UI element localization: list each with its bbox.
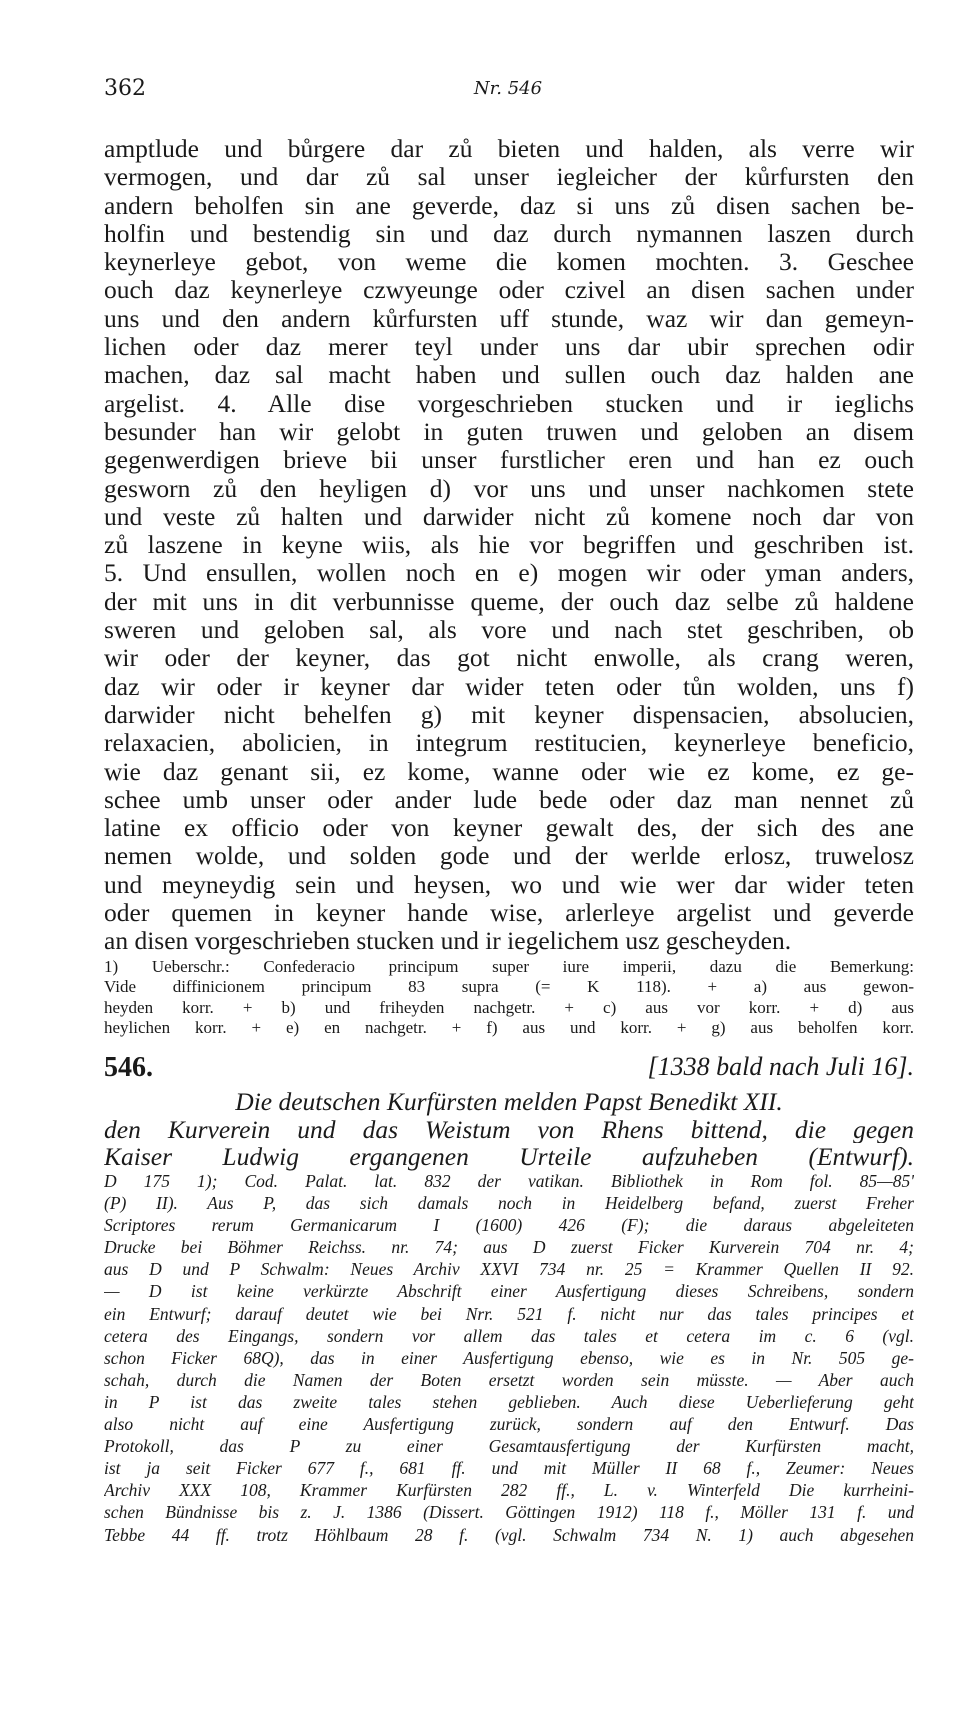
text-line: daz wir oder ir keyner dar wider teten oder tůn wolden, uns f) [104,672,914,701]
text-line: und meyneydig sein und heysen, wo und wie wer dar wider teten [104,870,914,899]
regest-line: Kaiser Ludwig ergangenen Urteile aufzuheben (Entwurf). [104,1143,914,1171]
text-line: amptlude und bůrgere dar zů bieten und halden, als verre wir [104,135,914,163]
apparatus-line: ein Entwurf; darauf deutet wie bei Nrr. 521 f. nicht nur das tales principes et [104,1303,914,1324]
footnotes-block [104,957,914,1039]
text-line: keynerleye gebot, von weme die komen mochten. 3. Geschee [104,248,914,277]
apparatus-line: schon Ficker 68Q), das in einer Ausfertigung ebenso, wie es in Nr. 505 ge- [104,1347,914,1368]
text-line: zů laszene in keyne wiis, als hie vor begriffen und geschriben ist. [104,531,914,560]
apparatus-line: schen Bündnisse bis z. J. 1386 (Dissert. Göttingen 1912) 118 f., Möller 131 f. und [104,1502,914,1523]
text-line: oder quemen in keyner hande wise, arlerleye argelist und geverde [104,899,914,928]
apparatus-line: Archiv XXX 108, Krammer Kurfürsten 282 ff., L. v. Winterfeld Die kurrheini- [104,1480,914,1501]
text-line: ouch daz keynerleye czwyeunge oder czivel an disen sachen under [104,276,914,305]
footnote-line: heylichen korr. + e) en nachgetr. + f) aus und korr. + g) aus beholfen korr. [104,1018,914,1038]
apparatus-line: Protokoll, das P zu einer Gesamtausfertigung der Kurfürsten macht, [104,1436,914,1457]
text-line: gegenwerdigen brieve bii unser furstlicher eren und han ez ouch [104,446,914,475]
text-line: argelist. 4. Alle dise vorgeschrieben stucken und ir ieglichs [104,389,914,418]
apparatus-line: Drucke bei Böhmer Reichss. nr. 74; aus D zuerst Ficker Kurverein 704 nr. 4; [104,1237,914,1258]
footnote-line: heyden korr. + b) und friheyden nachgetr. + c) aus vor korr. + d) aus [104,997,914,1017]
text-line: latine ex officio oder von keyner gewalt des, der sich des ane [104,814,914,843]
document-heading [104,1052,914,1086]
text-line: uns und den andern kůrfursten uff stunde, waz wir dan gemeyn- [104,304,914,333]
text-line: gesworn zů den heyligen d) vor uns und unser nachkomen stete [104,474,914,503]
text-line: lichen oder daz merer teyl under uns dar ubir sprechen odir [104,333,914,362]
regest-line: den Kurverein und das Weistum von Rhens bittend, die gegen [104,1115,914,1143]
text-line: machen, daz sal macht haben und sullen ouch daz halden ane [104,361,914,390]
page-header [104,76,912,108]
page-number: 362 [104,76,146,101]
text-line: besunder han wir gelobt in guten truwen und geloben an disem [104,417,914,446]
apparatus-line: cetera des Eingangs, sondern vor allem das tales et cetera im c. 6 (vgl. [104,1325,914,1346]
apparatus-line: also nicht auf eine Ausfertigung zurück, sondern auf den Entwurf. Das [104,1414,914,1435]
text-line: sweren und geloben sal, als vore und nach stet geschriben, ob [104,616,914,645]
apparatus-line: Scriptores rerum Germanicarum I (1600) 426 (F); die daraus abgeleiteten [104,1215,914,1236]
text-line: schee umb unser oder ander lude bede oder daz man nennet zů [104,785,914,814]
footnote-line: 1) Ueberschr.: Confederacio principum super iure imperii, dazu die Bemerkung: [104,957,914,976]
text-line: an disen vorgeschrieben stucken und ir iegelichem usz gescheyden. [104,927,792,956]
apparatus-line: ist ja seit Ficker 677 f., 681 ff. und mit Müller II 68 f., Zeumer: Neues [104,1458,914,1479]
apparatus-line: aus D und P Schwalm: Neues Archiv XXVI 734 nr. 25 = Krammer Quellen II 92. [104,1259,914,1280]
document-number: 546. [104,1052,153,1083]
regest-line: Die deutschen Kurfürsten melden Papst Benedikt XII. [235,1088,783,1116]
apparatus-line: in P ist das zweite tales stehen geblieben. Auch diese Ueberlieferung geht [104,1391,914,1412]
text-line: relaxacien, abolicien, in integrum restitucien, keynerleye beneficio, [104,729,914,758]
apparatus-block [104,1170,914,1546]
text-line: der mit uns in dit verbunnisse queme, der ouch daz selbe zů haldene [104,587,914,616]
regest-block [104,1088,914,1171]
text-line: holfin und bestendig sin und daz durch nymannen laszen durch [104,219,914,248]
text-line: andern beholfen sin ane geverde, daz si uns zů disen sachen be- [104,191,914,220]
document-date: [1338 bald nach Juli 16]. [647,1052,914,1081]
main-text-block [104,135,914,956]
text-line: 5. Und ensullen, wollen noch en e) mogen wir oder yman anders, [104,559,914,588]
text-line: nemen wolde, und solden gode und der werlde erlosz, truwelosz [104,842,914,871]
apparatus-line: D 175 1); Cod. Palat. lat. 832 der vatikan. Bibliothek in Rom fol. 85—85' [104,1171,914,1191]
apparatus-line: — D ist keine verkürzte Abschrift einer Ausfertigung dieses Schreibens, sondern [104,1281,914,1302]
footnote-line: Vide diffinicionem principum 83 supra (= K 118). + a) aus gewon- [104,977,914,997]
text-line: und veste zů halten und darwider nicht zů komene noch dar von [104,502,914,531]
text-line: vermogen, und dar zů sal unser iegleicher der kůrfursten den [104,163,914,192]
text-line: wir oder der keyner, das got nicht enwolle, als crang weren, [104,644,914,673]
text-line: darwider nicht behelfen g) mit keyner dispensacien, absolucien, [104,700,914,729]
running-head: Nr. 546 [473,78,543,99]
apparatus-line: schah, durch die Namen der Boten ersetzt worden sein müsste. — Aber auch [104,1369,914,1390]
apparatus-line: (P) II). Aus P, das sich damals noch in Heidelberg befand, zuerst Freher [104,1193,914,1214]
apparatus-line: Tebbe 44 ff. trotz Höhlbaum 28 f. (vgl. Schwalm 734 N. 1) auch abgesehen [104,1524,914,1545]
text-line: wie daz genant sii, ez kome, wanne oder wie ez kome, ez ge- [104,757,914,786]
